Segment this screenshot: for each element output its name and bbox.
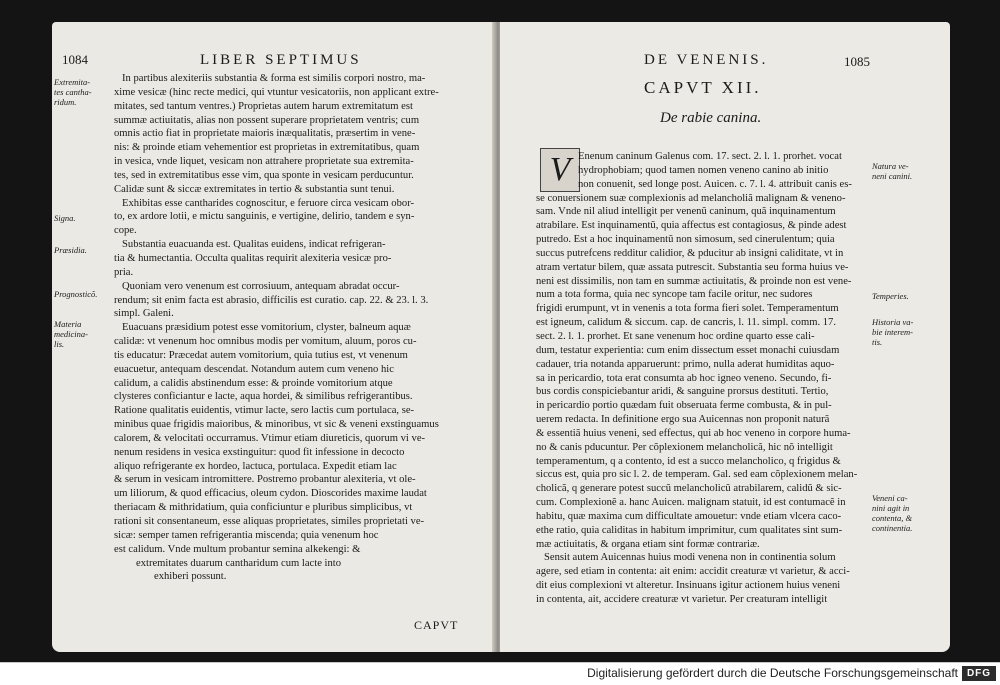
right-body-line: uerem redacta. In definitione ergo sua Auicennas non proponit naturã: [536, 414, 830, 426]
left-body-line: Quoniam vero venenum est corrosiuum, antequam abradat occur-: [122, 280, 400, 292]
left-margin-note: Prognosticõ.: [54, 289, 98, 299]
left-body-line: tia & humectantia. Occulta qualitas requirit alexiteria vesicæ pro-: [114, 252, 392, 264]
right-body-line: bus cordis conspiciebantur aridi, & sanguine prorsus destituti. Tertio,: [536, 386, 829, 398]
chapter-title: CAPVT XII.: [644, 78, 762, 97]
left-body-line: cope.: [114, 225, 137, 237]
left-body-line: Exhibitas esse cantharides cognoscitur, e feruore circa vesicam obor-: [122, 197, 415, 209]
drop-cap: V: [540, 148, 580, 192]
right-body-line: cholicã, q generare potest succũ melancholicũ atrabilarem, calidũ & sic-: [536, 483, 842, 495]
right-page: [500, 22, 950, 652]
right-body-line: se conuersionem suæ complexionis ad melancholiã malignam & veneno-: [536, 192, 846, 204]
left-body-line: calidæ: vt venenum hoc omnibus modis per vomitum, aluum, poros cu-: [114, 336, 417, 348]
right-body-line: num a tota forma, quia nec syncope tam facile oritur, nec sudores: [536, 289, 813, 301]
left-body-line: calorem, & velocitati occurramus. Vtimur etiam diureticis, quorum vi ve-: [114, 432, 426, 444]
left-body-line: rationi sit consentaneum, esse aliquas proprietates, similes proprietati ve-: [114, 516, 425, 527]
left-page-number: 1084: [62, 52, 88, 67]
right-body-line: ethe ratio, quia caliditas in habitum imprimitur, cum qualitates sint sum-: [536, 524, 843, 536]
left-body-line: in vesica, vnde liquet, vesicam non attrahere proprietate sua extremita-: [114, 156, 414, 168]
right-body-line: est igneum, calidum & siccum. cap. de cancris, l. 11. simpl. comm. 17.: [536, 317, 836, 329]
right-body-line: dit eius complexioni vt alteretur. Insinuans igitur actionem huius veneni: [536, 580, 841, 592]
right-margin-note: bie interem-: [872, 327, 913, 337]
right-body-line: sa in pericardio, tota erat consumta ab hoc igneo veneno. Secundo, fi-: [536, 372, 832, 384]
left-body-line: simpl. Galeni.: [114, 308, 174, 320]
footer-bar: [0, 662, 1000, 685]
right-body-line: sam. Vnde nil aliud intelligit per venenũ caninum, quã inquinamentum: [536, 206, 836, 218]
left-margin-note: Præsidia.: [54, 245, 87, 255]
left-body-line: rendum; sit enim facta est abrasio, difficilis est curatio. cap. 22. & 23. l. 3.: [114, 294, 429, 306]
left-body-line: minibus quae frigidis maioribus, & minoribus, vt sic & veneni exstinguamus: [114, 419, 439, 431]
left-body-line: um liliorum, & quod efficacius, oleum cydon. Dioscorides maxime laudat: [114, 488, 427, 500]
right-margin-note: Temperies.: [872, 291, 909, 301]
right-page-number: 1085: [844, 54, 870, 69]
right-body-line: mæ actiuitatis, & organa etiam sint formæ contrariæ.: [536, 538, 760, 550]
right-body-line: siccus est, quia pro sic l. 2. de temperam. Gal. sed eam cõplexionem melan-: [536, 469, 858, 481]
left-page: [52, 22, 496, 652]
left-body-line: tes, sed in extremitatibus esse vim, qua sponte in vesicam perducuntur.: [114, 169, 414, 181]
left-margin-note: tes cantha-: [54, 87, 92, 97]
right-margin-note: Historia va-: [872, 317, 914, 327]
right-body-line: atrabilare. Est inquinamentũ, quia affectus est contagiosus, & pinde adest: [536, 220, 847, 232]
left-body-line: euacuetur, antequam descendat. Notandum autem cum veneno hic: [114, 363, 394, 375]
catchword: CAPVT: [414, 618, 459, 632]
left-margin-note: ridum.: [54, 97, 77, 107]
left-body-line: Calidæ sunt & siccæ extremitates in tertio & substantia sunt tenui.: [114, 183, 395, 195]
left-body-line: In partibus alexiteriis substantia & forma est similis corpori nostro, ma-: [122, 73, 426, 84]
left-margin-note: Signa.: [54, 213, 76, 223]
left-body-line: mitates, sed tantum ventres.) Proprietas autem harum extremitatum est: [114, 100, 413, 112]
left-body-line: summæ actiuitatis, alias non possent superare proprietatem ventris; cum: [114, 114, 420, 126]
right-margin-note: continentia.: [872, 523, 913, 533]
right-body-line: & essentiã huius veneni, sed effectus, qui ab hoc veneno in corpore huma-: [536, 427, 851, 439]
right-margin-note: neni canini.: [872, 171, 913, 181]
right-body-line: succus putrefcens redditur calidior, & pducitur ab insigni caliditate, vt in: [536, 247, 844, 259]
right-margin-note: contenta, &: [872, 513, 913, 523]
right-body-line: habitu, quæ maxima cum difficultate amouetur: vnde etiam vlcera caco-: [536, 510, 842, 522]
right-margin-note: nini agit in: [872, 503, 910, 513]
right-body-line: cum. Complexionẽ a. hanc Auicen. malignam statuit, id est contumacẽ in: [536, 497, 846, 509]
right-body-line: in contenta, ait, accidere creaturæ vt varietur. Per creaturam intelligit: [536, 594, 828, 605]
left-body-line: Substantia euacuanda est. Qualitas euidens, indicat refrigeran-: [122, 239, 386, 251]
right-body-line: putredo. Est a hoc inquinamentũ non simosum, sed cinerulentum; quia: [536, 234, 835, 246]
left-body-line: tis educatur: Præcedat autem vomitorium, quia tutius est, vt venenum: [114, 349, 408, 361]
left-margin-note: lis.: [54, 339, 65, 349]
left-running-head: LIBER SEPTIMUS: [200, 52, 362, 68]
right-body-line: in pericardio portio quædam fuit obseruata ferme combusta, & in pul-: [536, 400, 832, 412]
left-body-line: omnis actio fiat in proprietate maioris inæqualitatis, præsertim in vene-: [114, 128, 416, 140]
right-body-line: Sensit autem Auicennas huius modi venena non in continentia solum: [544, 552, 836, 564]
right-body-line: non conuenit, sed longe post. Auicen. c. 7. l. 4. attribuit canis es-: [578, 178, 852, 190]
right-body-line: no & canis pducuntur. Per cõplexionem melancholicã, hic nõ intelligit: [536, 441, 833, 453]
right-body-line: Enenum caninum Galenus com. 17. sect. 2. l. 1. prorhet. vocat: [578, 151, 842, 162]
right-body-line: agere, sed etiam in contenta: ait enim: accidit creaturæ vt varietur, & acci-: [536, 566, 850, 578]
left-body-line: est calidum. Vnde multum probantur semina alkekengi: &: [114, 543, 361, 555]
left-margin-note: medicina-: [54, 329, 88, 339]
left-body-line: Euacuans præsidium potest esse vomitorium, clyster, balneum aquæ: [122, 322, 411, 334]
right-body-line: frigidi erumpunt, vt in venenis a tota forma fieri solet. Temperamentum: [536, 303, 839, 315]
left-body-line: clysteres conficiantur e lacte, aqua hordei, & similibus refrigerantibus.: [114, 391, 413, 403]
right-body-line: atram vertatur bilem, quæ assata putrescit. Substantia seu forma huius ve-: [536, 261, 849, 273]
right-body-text: [536, 150, 868, 607]
left-margin-note: Extremita-: [54, 77, 91, 87]
right-body-line: hydrophobiam; quod tamen nomen veneno canino ab initio: [578, 164, 829, 176]
left-margin-note: Materia: [54, 319, 82, 329]
dfg-logo: DFG: [962, 666, 996, 681]
right-margin-note: Veneni ca-: [872, 493, 908, 503]
left-body-line: pria.: [114, 266, 134, 278]
right-body-line: dum, testatur experientia: cum enim dissectum esset monachi cuiusdam: [536, 344, 840, 356]
left-body-text: [114, 72, 486, 584]
left-body-line: to, ex ardore lotii, e mictu sanguinis, e vertigine, delirio, tandem e syn-: [114, 211, 415, 223]
left-body-line: Ratione qualitatis euidentis, vtimur lacte, sero lactis cum portulaca, se-: [114, 405, 415, 417]
right-body-line: sect. 2. l. 1. prorhet. Et sane venenum hoc ordine quarto esse cali-: [536, 330, 815, 342]
left-body-line: aliquo refrigerante ex hordeo, lactuca, portulaca. Expedit etiam lac: [114, 460, 397, 472]
left-body-line: extremitates duarum cantharidum cum lacte into: [136, 557, 342, 569]
right-body-line: neni est dissimilis, non tam en summæ actiuitatis, & proinde non est vene-: [536, 275, 852, 287]
left-body-line: sicæ: semper tamen refrigerantia miscenda; quia venenum hoc: [114, 529, 379, 541]
left-body-line: nis: & proinde etiam vehementior est proprietas in extremitatibus, quam: [114, 142, 420, 154]
chapter-subtitle: De rabie canina.: [660, 110, 762, 126]
left-body-line: xime vesicæ (hinc recte medici, qui vtuntur vesicatoriis, non applicant extre-: [114, 86, 439, 98]
left-body-line: nenum residens in vesica exstinguitur: quod fit infessione in decocto: [114, 446, 405, 458]
left-body-line: exhiberi possunt.: [154, 571, 227, 583]
right-margin-note: Natura ve-: [872, 161, 909, 171]
left-body-line: & serum in vesicam intromittere. Postremo probantur alexiteria, vt ole-: [114, 474, 416, 486]
right-body-line: cadauer, tria notanda apparuerunt: primo, nulla aderat humiditas aquo-: [536, 358, 835, 370]
right-running-head: DE VENENIS.: [644, 52, 769, 68]
left-body-line: theriacam & mithridatium, quia conficiuntur e pluribus simplicibus, vt: [114, 502, 413, 514]
digitization-credit: Digitalisierung gefördert durch die Deutsche Forschungsgemeinschaft: [587, 666, 958, 680]
right-margin-note: tis.: [872, 337, 883, 347]
right-body-line: temperamentum, q a contento, id est a succo melancholico, q frigidus &: [536, 455, 841, 467]
left-body-line: calidum, a calidis abstinendum esse: & proinde vomitorium atque: [114, 377, 393, 389]
